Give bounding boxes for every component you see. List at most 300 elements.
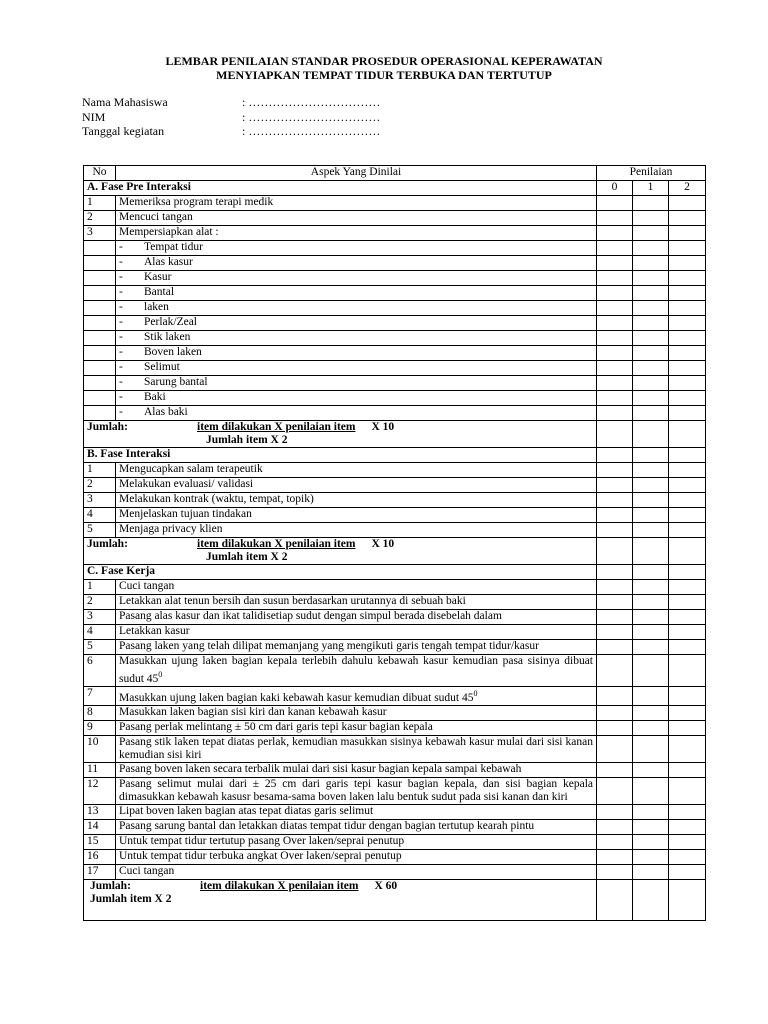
score-cell[interactable] [669, 391, 706, 406]
score-cell[interactable] [633, 316, 669, 331]
item-text: Melakukan kontrak (waktu, tempat, topik) [116, 493, 597, 508]
score-cell[interactable] [669, 640, 706, 655]
score-cell[interactable] [633, 610, 669, 625]
score-cell[interactable] [633, 705, 669, 720]
item-number: 5 [84, 640, 116, 655]
tool-item [116, 241, 597, 256]
score-cell[interactable] [633, 271, 669, 286]
jumlah-row [84, 879, 706, 920]
score-cell[interactable] [597, 316, 633, 331]
score-cell[interactable] [633, 595, 669, 610]
document-title [0, 54, 768, 82]
score-cell[interactable] [633, 538, 669, 565]
score-cell[interactable] [669, 538, 706, 565]
score-cell[interactable] [597, 735, 633, 762]
score-cell[interactable] [669, 361, 706, 376]
dash: - [119, 316, 123, 328]
score-cell[interactable] [633, 421, 669, 448]
jumlah-multiplier: X 60 [374, 879, 398, 892]
score-cell[interactable] [633, 346, 669, 361]
item-number: 1 [84, 463, 116, 478]
tool-item [116, 316, 597, 331]
tool-item [116, 376, 597, 391]
score-cell[interactable] [633, 463, 669, 478]
dash: - [119, 301, 123, 313]
score-cell[interactable] [597, 655, 633, 687]
dash: - [119, 361, 123, 373]
score-cell[interactable] [597, 819, 633, 834]
score-cell[interactable] [669, 686, 706, 705]
score-cell[interactable] [597, 478, 633, 493]
score-cell[interactable] [633, 286, 669, 301]
tool-item [116, 406, 597, 421]
score-cell[interactable] [633, 478, 669, 493]
jumlah-formula: item dilakukan X penilaian item [200, 879, 359, 892]
item-text: Cuci tangan [116, 864, 597, 879]
table-row [84, 493, 706, 508]
score-cell[interactable] [633, 391, 669, 406]
tool-name: Alas kasur [144, 256, 193, 268]
table-row [84, 580, 706, 595]
score-cell[interactable] [597, 226, 633, 241]
header-no: No [84, 166, 116, 181]
score-cell[interactable] [669, 834, 706, 849]
score-cell[interactable] [597, 211, 633, 226]
score-cell[interactable] [597, 406, 633, 421]
item-number: 6 [84, 655, 116, 687]
info-row-nim [82, 110, 380, 125]
tool-row [84, 271, 706, 286]
score-cell[interactable] [597, 493, 633, 508]
item-text: Mengucapkan salam terapeutik [116, 463, 597, 478]
table-row [84, 625, 706, 640]
section-a-header-row [84, 181, 706, 196]
tool-row [84, 256, 706, 271]
item-number [84, 376, 116, 391]
score-cell[interactable] [669, 463, 706, 478]
item-number: 4 [84, 508, 116, 523]
table-row [84, 819, 706, 834]
item-number: 9 [84, 720, 116, 735]
jumlah-formula: item dilakukan X penilaian item [197, 421, 356, 433]
item-number [84, 346, 116, 361]
table-row [84, 804, 706, 819]
title-line-1: LEMBAR PENILAIAN STANDAR PROSEDUR OPERASIONAL KEPERAWATAN [165, 54, 603, 68]
score-header-0: 0 [597, 181, 633, 196]
score-cell[interactable] [633, 864, 669, 879]
table-row [84, 762, 706, 777]
score-cell[interactable] [597, 762, 633, 777]
item-text: Pasang perlak melintang ± 50 cm dari garis tepi kasur bagian kepala [116, 720, 597, 735]
item-number [84, 406, 116, 421]
tool-row [84, 331, 706, 346]
score-cell[interactable] [633, 849, 669, 864]
score-cell[interactable] [633, 762, 669, 777]
item-number [84, 391, 116, 406]
item-text: Mempersiapkan alat : [116, 226, 597, 241]
score-cell[interactable] [597, 640, 633, 655]
score-cell[interactable] [597, 777, 633, 804]
score-cell[interactable] [597, 301, 633, 316]
item-number [84, 256, 116, 271]
score-cell[interactable] [597, 346, 633, 361]
score-cell[interactable] [597, 196, 633, 211]
header-aspek: Aspek Yang Dinilai [116, 166, 597, 181]
score-cell[interactable] [633, 448, 669, 463]
dash: - [119, 406, 123, 418]
score-cell[interactable] [633, 819, 669, 834]
score-cell[interactable] [633, 686, 669, 705]
item-number: 14 [84, 819, 116, 834]
section-a-title: A. Fase Pre Interaksi [84, 181, 597, 196]
table-row [84, 849, 706, 864]
dash: - [119, 241, 123, 253]
score-cell[interactable] [597, 610, 633, 625]
score-cell[interactable] [597, 580, 633, 595]
table-row [84, 226, 706, 241]
score-cell[interactable] [669, 580, 706, 595]
score-cell[interactable] [669, 777, 706, 804]
table-row [84, 705, 706, 720]
item-number [84, 301, 116, 316]
tool-item [116, 286, 597, 301]
item-number: 7 [84, 686, 116, 705]
item-number: 3 [84, 226, 116, 241]
item-number [84, 316, 116, 331]
degree-superscript: 0 [158, 670, 163, 679]
tool-item [116, 256, 597, 271]
item-text: Letakkan alat tenun bersih dan susun berdasarkan urutannya di sebuah baki [116, 595, 597, 610]
score-cell[interactable] [669, 256, 706, 271]
score-cell[interactable] [597, 448, 633, 463]
score-cell[interactable] [669, 286, 706, 301]
tool-row [84, 346, 706, 361]
score-cell[interactable] [669, 421, 706, 448]
item-number: 1 [84, 580, 116, 595]
tool-name: Stik laken [144, 331, 191, 343]
table-row [84, 523, 706, 538]
tool-row [84, 241, 706, 256]
item-number: 13 [84, 804, 116, 819]
item-text: Pasang sarung bantal dan letakkan diatas tempat tidur dengan bagian tertutup kearah pintu [116, 819, 597, 834]
score-cell[interactable] [669, 523, 706, 538]
item-number [84, 331, 116, 346]
score-cell[interactable] [669, 864, 706, 879]
item-text: Menjaga privacy klien [116, 523, 597, 538]
table-row [84, 655, 706, 687]
tool-row [84, 406, 706, 421]
tool-item [116, 391, 597, 406]
item-number: 3 [84, 610, 116, 625]
info-value: : …………………………… [242, 95, 381, 109]
tool-name: Baki [144, 391, 166, 403]
score-cell[interactable] [669, 735, 706, 762]
item-text [116, 686, 597, 705]
header-penilaian: Penilaian [597, 166, 706, 181]
tool-row [84, 391, 706, 406]
score-cell[interactable] [669, 316, 706, 331]
item-number: 2 [84, 211, 116, 226]
score-cell[interactable] [633, 241, 669, 256]
tool-row [84, 361, 706, 376]
score-cell[interactable] [669, 565, 706, 580]
table-row [84, 640, 706, 655]
score-cell[interactable] [633, 331, 669, 346]
item-text: Pasang selimut mulai dari ± 25 cm dari garis tepi kasur bagian kepala, dan sisi bagian kepala dimasukkan kebawah kasusr besama-sama boven laken lalu bentuk sudut pada sisi kanan dan kiri [116, 777, 597, 804]
score-cell[interactable] [633, 196, 669, 211]
tool-row [84, 376, 706, 391]
jumlah-multiplier: X 10 [371, 538, 395, 550]
item-number [84, 271, 116, 286]
item-text: Masukkan laken bagian sisi kiri dan kanan kebawah kasur [116, 705, 597, 720]
score-cell[interactable] [669, 406, 706, 421]
tool-name: laken [144, 301, 169, 313]
jumlah-cell [84, 879, 597, 920]
table-row [84, 478, 706, 493]
item-number: 2 [84, 478, 116, 493]
score-cell[interactable] [633, 565, 669, 580]
score-cell[interactable] [669, 595, 706, 610]
table-row [84, 720, 706, 735]
table-row [84, 463, 706, 478]
score-cell[interactable] [669, 346, 706, 361]
score-cell[interactable] [669, 610, 706, 625]
item-text-main: Masukkan ujung laken bagian kepala terlebih dahulu kebawah kasur kemudian pasa sisinya dibuat sudut 45 [119, 655, 593, 685]
tool-item [116, 346, 597, 361]
item-text: Pasang laken yang telah dilipat memanjang yang mengikuti garis tengah tempat tidur/kasur [116, 640, 597, 655]
tool-name: Tempat tidur [144, 241, 203, 253]
score-cell[interactable] [669, 493, 706, 508]
item-text: Menjelaskan tujuan tindakan [116, 508, 597, 523]
info-label: NIM [82, 109, 106, 124]
score-cell[interactable] [633, 580, 669, 595]
jumlah-row [84, 421, 706, 448]
item-number [84, 361, 116, 376]
score-cell[interactable] [633, 625, 669, 640]
score-cell[interactable] [597, 705, 633, 720]
jumlah-cell [84, 421, 597, 448]
score-cell[interactable] [633, 493, 669, 508]
item-text: Pasang boven laken secara terbalik mulai dari sisi kasur bagian kepala sampai kebawah [116, 762, 597, 777]
jumlah-label: Jumlah: [87, 538, 128, 550]
item-number: 3 [84, 493, 116, 508]
table-row [84, 196, 706, 211]
score-cell[interactable] [597, 595, 633, 610]
score-cell[interactable] [669, 625, 706, 640]
score-cell[interactable] [597, 241, 633, 256]
table-row [84, 686, 706, 705]
jumlah-label: Jumlah: [87, 421, 128, 433]
score-cell[interactable] [633, 301, 669, 316]
item-text: Memeriksa program terapi medik [116, 196, 597, 211]
dash: - [119, 391, 123, 403]
score-cell[interactable] [669, 655, 706, 687]
score-cell[interactable] [669, 331, 706, 346]
item-text: Pasang alas kasur dan ikat talidisetiap sudut dengan simpul berada disebelah dalam [116, 610, 597, 625]
item-text [116, 655, 597, 687]
tool-name: Perlak/Zeal [144, 316, 198, 328]
score-cell[interactable] [597, 463, 633, 478]
student-info [82, 95, 380, 139]
table-row [84, 595, 706, 610]
score-cell[interactable] [597, 625, 633, 640]
dash: - [119, 256, 123, 268]
score-cell[interactable] [633, 361, 669, 376]
item-number: 16 [84, 849, 116, 864]
score-cell[interactable] [669, 879, 706, 920]
score-cell[interactable] [597, 538, 633, 565]
score-cell[interactable] [669, 196, 706, 211]
degree-superscript: 0 [473, 688, 478, 698]
dash: - [119, 271, 123, 283]
jumlah-multiplier: X 10 [371, 421, 395, 433]
score-cell[interactable] [669, 508, 706, 523]
tool-name: Alas baki [144, 406, 188, 418]
tool-name: Selimut [144, 361, 180, 373]
item-number: 12 [84, 777, 116, 804]
score-cell[interactable] [597, 421, 633, 448]
score-cell[interactable] [597, 849, 633, 864]
tool-name: Kasur [144, 271, 172, 283]
score-cell[interactable] [597, 864, 633, 879]
score-cell[interactable] [633, 735, 669, 762]
tool-row [84, 316, 706, 331]
score-cell[interactable] [597, 286, 633, 301]
score-cell[interactable] [669, 301, 706, 316]
item-number: 8 [84, 705, 116, 720]
score-cell[interactable] [633, 256, 669, 271]
tool-item [116, 271, 597, 286]
score-cell[interactable] [633, 804, 669, 819]
jumlah-formula: item dilakukan X penilaian item [197, 538, 356, 550]
item-number: 11 [84, 762, 116, 777]
jumlah-label: Jumlah: [90, 879, 131, 892]
tool-item [116, 361, 597, 376]
jumlah-row [84, 538, 706, 565]
item-text: Melakukan evaluasi/ validasi [116, 478, 597, 493]
item-text-main: Masukkan ujung laken bagian kaki kebawah kasur kemudian dibuat sudut 45 [119, 691, 474, 704]
score-cell[interactable] [633, 834, 669, 849]
jumlah-item: Jumlah item X 2 [90, 892, 172, 905]
score-cell[interactable] [597, 391, 633, 406]
score-cell[interactable] [669, 226, 706, 241]
item-number: 2 [84, 595, 116, 610]
tool-item [116, 301, 597, 316]
tool-row [84, 301, 706, 316]
item-number: 10 [84, 735, 116, 762]
info-label: Nama Mahasiswa [82, 95, 168, 109]
score-cell[interactable] [669, 819, 706, 834]
item-number: 5 [84, 523, 116, 538]
score-cell[interactable] [669, 762, 706, 777]
jumlah-cell [84, 538, 597, 565]
score-cell[interactable] [669, 271, 706, 286]
score-cell[interactable] [633, 879, 669, 920]
score-cell[interactable] [597, 565, 633, 580]
score-cell[interactable] [633, 406, 669, 421]
score-cell[interactable] [669, 849, 706, 864]
score-cell[interactable] [669, 478, 706, 493]
score-cell[interactable] [633, 777, 669, 804]
table-header-row [84, 166, 706, 181]
score-cell[interactable] [669, 720, 706, 735]
score-cell[interactable] [597, 879, 633, 920]
score-cell[interactable] [597, 720, 633, 735]
table-row [84, 508, 706, 523]
tool-name: Bantal [144, 286, 175, 298]
score-cell[interactable] [633, 640, 669, 655]
score-cell[interactable] [597, 376, 633, 391]
score-cell[interactable] [669, 241, 706, 256]
section-b-title-row [84, 448, 706, 463]
score-cell[interactable] [597, 361, 633, 376]
item-text: Untuk tempat tidur terbuka angkat Over laken/seprai penutup [116, 849, 597, 864]
table-row [84, 610, 706, 625]
score-cell[interactable] [669, 804, 706, 819]
assessment-table [83, 165, 706, 921]
item-text: Letakkan kasur [116, 625, 597, 640]
item-text: Mencuci tangan [116, 211, 597, 226]
item-number [84, 241, 116, 256]
item-number: 4 [84, 625, 116, 640]
score-cell[interactable] [633, 523, 669, 538]
score-header-2: 2 [669, 181, 706, 196]
score-cell[interactable] [597, 834, 633, 849]
dash: - [119, 286, 123, 298]
table-row [84, 735, 706, 762]
tool-row [84, 286, 706, 301]
section-b-title: B. Fase Interaksi [84, 448, 597, 463]
dash: - [119, 376, 123, 388]
score-cell[interactable] [669, 376, 706, 391]
score-cell[interactable] [597, 804, 633, 819]
section-c-title-row [84, 565, 706, 580]
item-number [84, 286, 116, 301]
score-cell[interactable] [597, 331, 633, 346]
title-line-2: MENYIAPKAN TEMPAT TIDUR TERBUKA DAN TERTUTUP [216, 68, 552, 82]
table-row [84, 211, 706, 226]
section-c-title: C. Fase Kerja [84, 565, 597, 580]
score-cell[interactable] [633, 211, 669, 226]
tool-name: Sarung bantal [144, 376, 208, 388]
table-row [84, 777, 706, 804]
score-cell[interactable] [597, 686, 633, 705]
item-number: 1 [84, 196, 116, 211]
score-cell[interactable] [597, 271, 633, 286]
score-cell[interactable] [633, 720, 669, 735]
score-cell[interactable] [633, 655, 669, 687]
score-cell[interactable] [633, 508, 669, 523]
info-value: : …………………………… [242, 124, 381, 138]
item-text: Cuci tangan [116, 580, 597, 595]
score-cell[interactable] [669, 448, 706, 463]
score-cell[interactable] [633, 376, 669, 391]
table-row [84, 834, 706, 849]
item-text: Untuk tempat tidur tertutup pasang Over laken/seprai penutup [116, 834, 597, 849]
score-cell[interactable] [633, 226, 669, 241]
score-cell[interactable] [597, 523, 633, 538]
score-cell[interactable] [597, 508, 633, 523]
score-cell[interactable] [597, 256, 633, 271]
dash: - [119, 346, 123, 358]
tool-item [116, 331, 597, 346]
dash: - [119, 331, 123, 343]
item-text: Pasang stik laken tepat diatas perlak, kemudian masukkan sisinya kebawah kasur mulai dari sisi kanan kemudian sisi kiri [116, 735, 597, 762]
score-cell[interactable] [669, 705, 706, 720]
info-row-name [82, 95, 380, 110]
table-row [84, 864, 706, 879]
score-cell[interactable] [669, 211, 706, 226]
